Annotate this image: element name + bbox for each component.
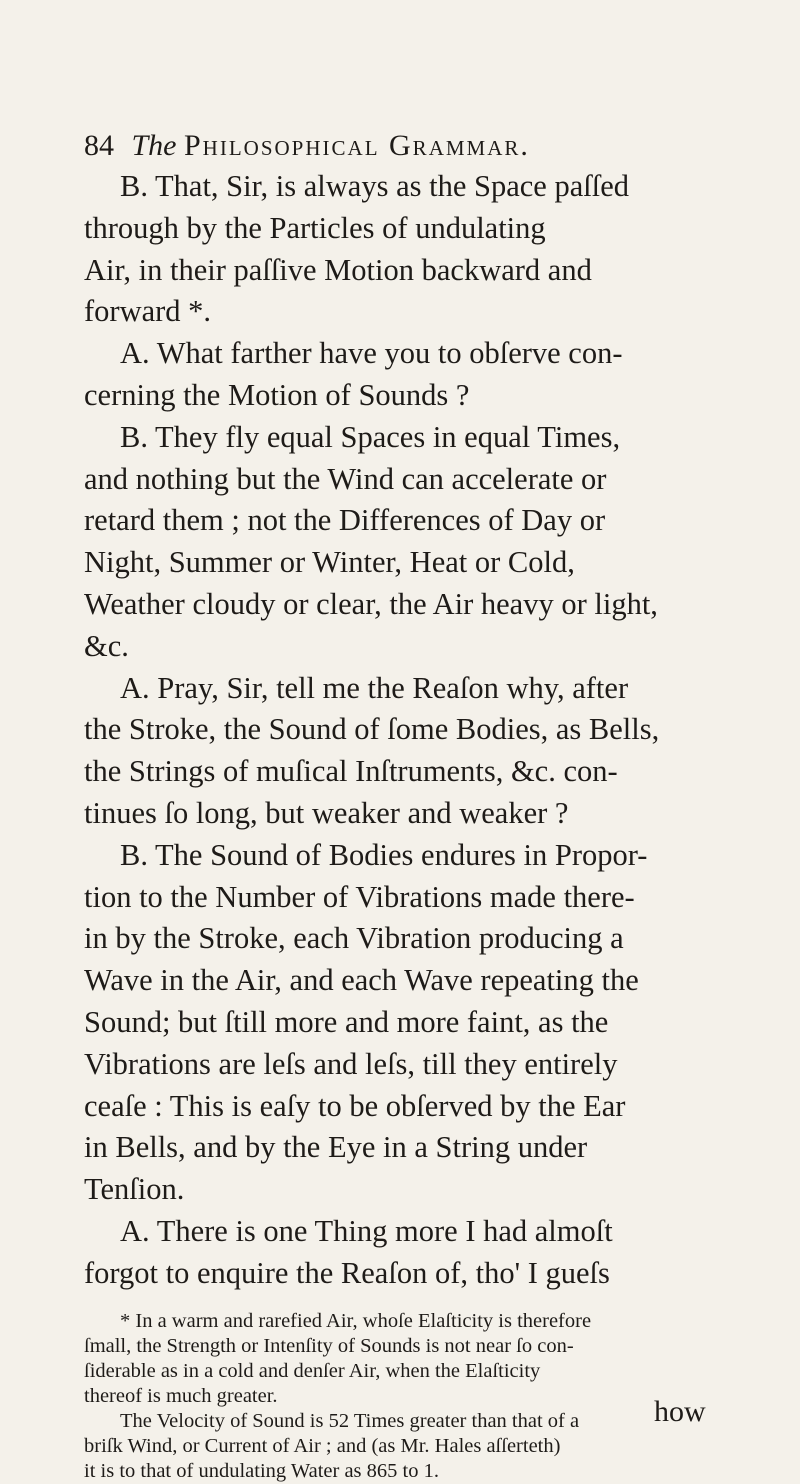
main-text: [84, 166, 756, 1295]
text-line: through by the Particles of undulating: [84, 210, 546, 245]
running-header: [84, 128, 756, 164]
footnote-line: The Velocity of Sound is 52 Times greater than that of a: [120, 1409, 580, 1432]
text-line: the Strings of muſical Inſtruments, &c. con-: [84, 754, 618, 789]
text-line: A. Pray, Sir, tell me the Reaſon why, after: [120, 670, 629, 705]
text-line: tinues ſo long, but weaker and weaker ?: [84, 795, 569, 830]
text-line: B. They fly equal Spaces in equal Times,: [120, 419, 621, 454]
footnote-line: ſmall, the Strength or Intenſity of Sounds is not near ſo con-: [84, 1334, 574, 1357]
book-page: [84, 128, 756, 1484]
footnote-line: * In a warm and rarefied Air, whoſe Elaſticity is therefore: [120, 1309, 592, 1332]
text-line: forgot to enquire the Reaſon of, tho' I gueſs: [84, 1255, 610, 1290]
catchword: how: [654, 1395, 706, 1428]
text-line: Wave in the Air, and each Wave repeating the: [84, 963, 639, 998]
text-line: forward *.: [84, 294, 212, 329]
header-title: Philosophical Grammar.: [184, 129, 530, 162]
text-line: A. There is one Thing more I had almoſt: [120, 1213, 613, 1248]
footnote-line: thereof is much greater.: [84, 1384, 278, 1407]
text-line: Tenſion.: [84, 1172, 185, 1207]
text-line: Night, Summer or Winter, Heat or Cold,: [84, 545, 575, 580]
text-line: ceaſe : This is eaſy to be obſerved by the Ear: [84, 1088, 626, 1123]
text-line: cerning the Motion of Sounds ?: [84, 377, 470, 412]
footnote-line: briſk Wind, or Current of Air ; and (as Mr. Hales aſſerteth): [84, 1434, 561, 1457]
text-line: Weather cloudy or clear, the Air heavy or light,: [84, 586, 658, 621]
page-number: 84: [84, 129, 114, 162]
header-article: The: [131, 129, 177, 162]
text-line: Vibrations are leſs and leſs, till they entirely: [84, 1046, 618, 1081]
footnote-line: it is to that of undulating Water as 865 to 1.: [84, 1459, 439, 1482]
text-line: Air, in their paſſive Motion backward and: [84, 252, 592, 287]
text-line: A. What farther have you to obſerve con-: [120, 336, 623, 371]
footnote-line: ſiderable as in a cold and denſer Air, when the Elaſticity: [84, 1359, 541, 1382]
text-line: and nothing but the Wind can accelerate or: [84, 461, 607, 496]
text-line: Sound; but ſtill more and more faint, as the: [84, 1004, 609, 1039]
text-line: the Stroke, the Sound of ſome Bodies, as Bells,: [84, 712, 660, 747]
text-line: B. The Sound of Bodies endures in Propor-: [120, 837, 648, 872]
text-line: in by the Stroke, each Vibration producing a: [84, 921, 624, 956]
text-line: &c.: [84, 628, 129, 663]
text-line: B. That, Sir, is always as the Space paſſed: [120, 169, 629, 203]
text-line: retard them ; not the Differences of Day or: [84, 503, 606, 538]
text-line: in Bells, and by the Eye in a String under: [84, 1130, 588, 1165]
text-line: tion to the Number of Vibrations made there-: [84, 879, 635, 914]
